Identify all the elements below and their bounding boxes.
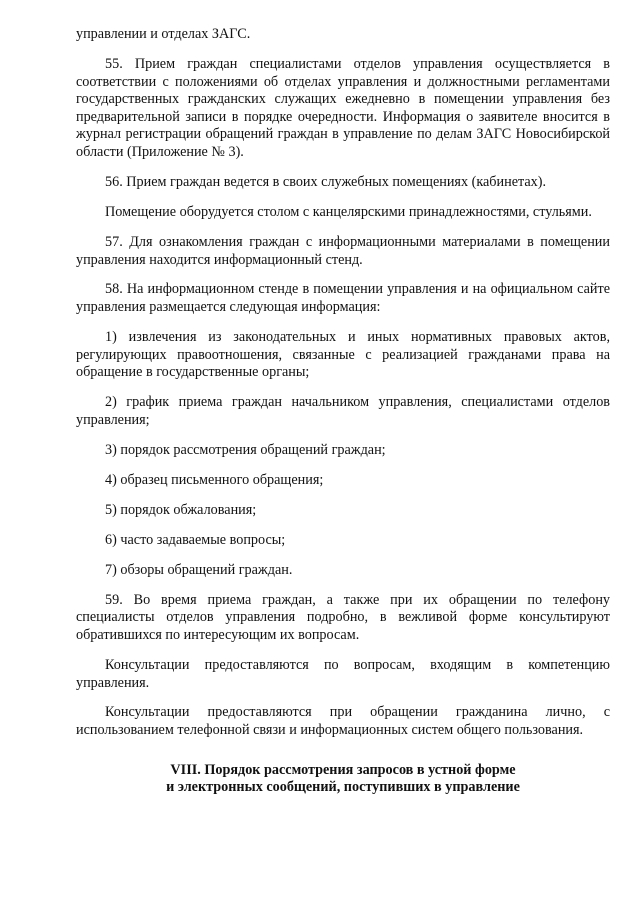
paragraph-56: 56. Прием граждан ведется в своих служебных помещениях (кабинетах). bbox=[105, 173, 547, 190]
list-item-58-6: 6) часто задаваемые вопросы; bbox=[105, 531, 286, 548]
list-item-58-1: 1) извлечения из законодательных и иных нормативных правовых актов, регулирующих правоотношения, связанные с реализацией гражданами права на обращение в государственные органы; bbox=[76, 329, 610, 381]
list-item-58-5: 5) порядок обжалования; bbox=[105, 501, 257, 518]
paragraph-58: 58. На информационном стенде в помещении управления и на официальном сайте управления размещается следующая информация: bbox=[76, 281, 610, 316]
section-heading-line-1: VIII. Порядок рассмотрения запросов в устной форме bbox=[170, 761, 516, 778]
section-heading bbox=[76, 762, 610, 798]
document-page bbox=[76, 26, 610, 797]
paragraph-57: 57. Для ознакомления граждан с информационными материалами в помещении управления находится информационный стенд. bbox=[76, 233, 610, 268]
paragraph-continuation: управлении и отделах ЗАГС. bbox=[76, 26, 251, 42]
paragraph-59: 59. Во время приема граждан, а также при их обращении по телефону специалисты отделов управления подробно, в вежливой форме консультируют обратившихся по интересующим их вопросам. bbox=[76, 591, 610, 643]
paragraph-59-methods: Консультации предоставляются при обращении гражданина лично, с использованием телефонной связи и информационных систем общего пользования. bbox=[76, 704, 610, 739]
list-item-58-2: 2) график приема граждан начальником управления, специалистами отделов управления; bbox=[76, 394, 610, 428]
list-item-58-7: 7) обзоры обращений граждан. bbox=[105, 561, 293, 578]
paragraph-56-equipment: Помещение оборудуется столом с канцелярскими принадлежностями, стульями. bbox=[105, 203, 592, 220]
list-item-58-4: 4) образец письменного обращения; bbox=[105, 471, 324, 488]
paragraph-55: 55. Прием граждан специалистами отделов управления осуществляется в соответствии с положениями об отделах управления и должностными регламентами государственных гражданских служащих ежедневно в помещении управления без предварительной записи в порядке очередности. Информация о заявителе вносится в журнал регистрации обращений граждан в управление по делам ЗАГС Новосибирской области (Приложение № 3). bbox=[76, 55, 610, 160]
section-heading-line-2: и электронных сообщений, поступивших в управление bbox=[166, 779, 520, 796]
paragraph-59-competence: Консультации предоставляются по вопросам, входящим в компетенцию управления. bbox=[76, 656, 610, 691]
list-item-58-3: 3) порядок рассмотрения обращений граждан; bbox=[105, 441, 386, 458]
